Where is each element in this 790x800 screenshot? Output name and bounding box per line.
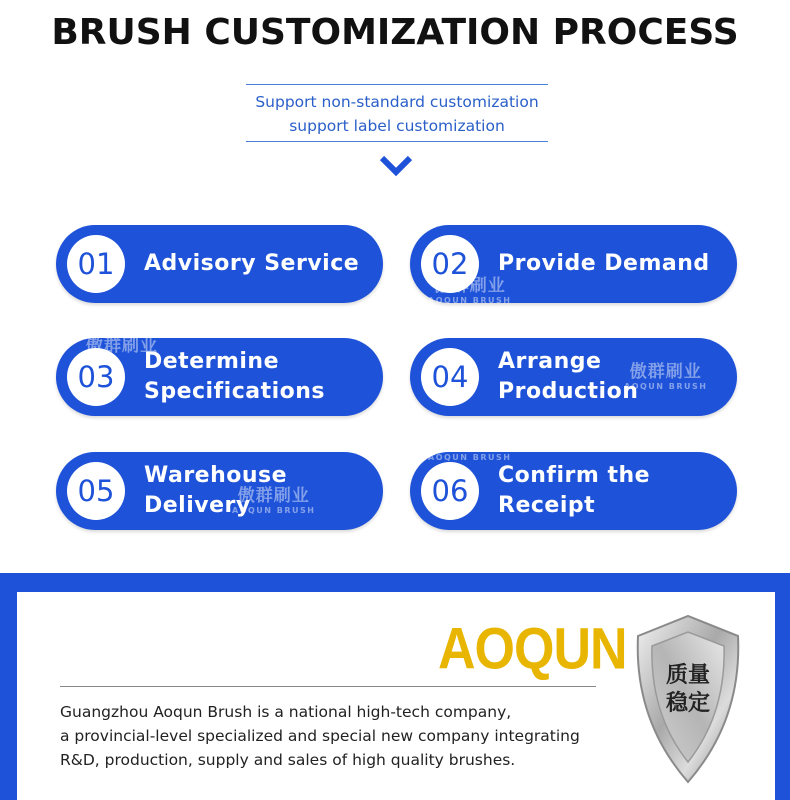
step-number: 02 [421, 235, 479, 293]
badge-text-line-2: 稳定 [665, 691, 711, 716]
step-label: Provide Demand [498, 251, 710, 276]
step-label: Determine Specifications [144, 349, 326, 404]
company-description [60, 700, 620, 772]
watermark: 傲群刷业 [86, 336, 158, 356]
badge-text-line-1: 质量 [665, 663, 711, 688]
step-warehouse-delivery [56, 452, 383, 530]
quality-shield-icon [624, 610, 752, 790]
page-title: BRUSH CUSTOMIZATION PROCESS [51, 12, 739, 53]
step-label: Arrange Production [498, 349, 639, 404]
description-line: R&D, production, supply and sales of high quality brushes. [60, 751, 516, 769]
step-label: Advisory Service [144, 251, 360, 276]
watermark: 傲群刷业 AOQUN BRUSH [428, 276, 512, 305]
description-line: a provincial-level specialized and special new company integrating [60, 727, 580, 745]
brand-logo-text: AOQUN [438, 617, 627, 683]
subtitle-line-1: Support non-standard customization [255, 93, 539, 111]
step-confirm-receipt [410, 452, 737, 530]
step-advisory-service [56, 225, 383, 303]
description-line: Guangzhou Aoqun Brush is a national high-tech company, [60, 703, 512, 721]
step-number: 06 [421, 462, 479, 520]
subtitle-line-2: support label customization [289, 117, 505, 135]
step-number: 03 [67, 348, 125, 406]
chevron-down-icon [378, 152, 414, 182]
watermark: AOQUN BRUSH [428, 453, 512, 462]
step-label: Confirm the Receipt [498, 463, 651, 518]
divider [60, 686, 596, 687]
step-label: Warehouse Delivery [144, 463, 288, 518]
subtitle-box [246, 84, 548, 142]
watermark: 傲群刷业 AOQUN BRUSH [232, 486, 316, 515]
step-number: 04 [421, 348, 479, 406]
step-number: 05 [67, 462, 125, 520]
step-number: 01 [67, 235, 125, 293]
watermark: 傲群刷业 AOQUN BRUSH [624, 362, 708, 391]
